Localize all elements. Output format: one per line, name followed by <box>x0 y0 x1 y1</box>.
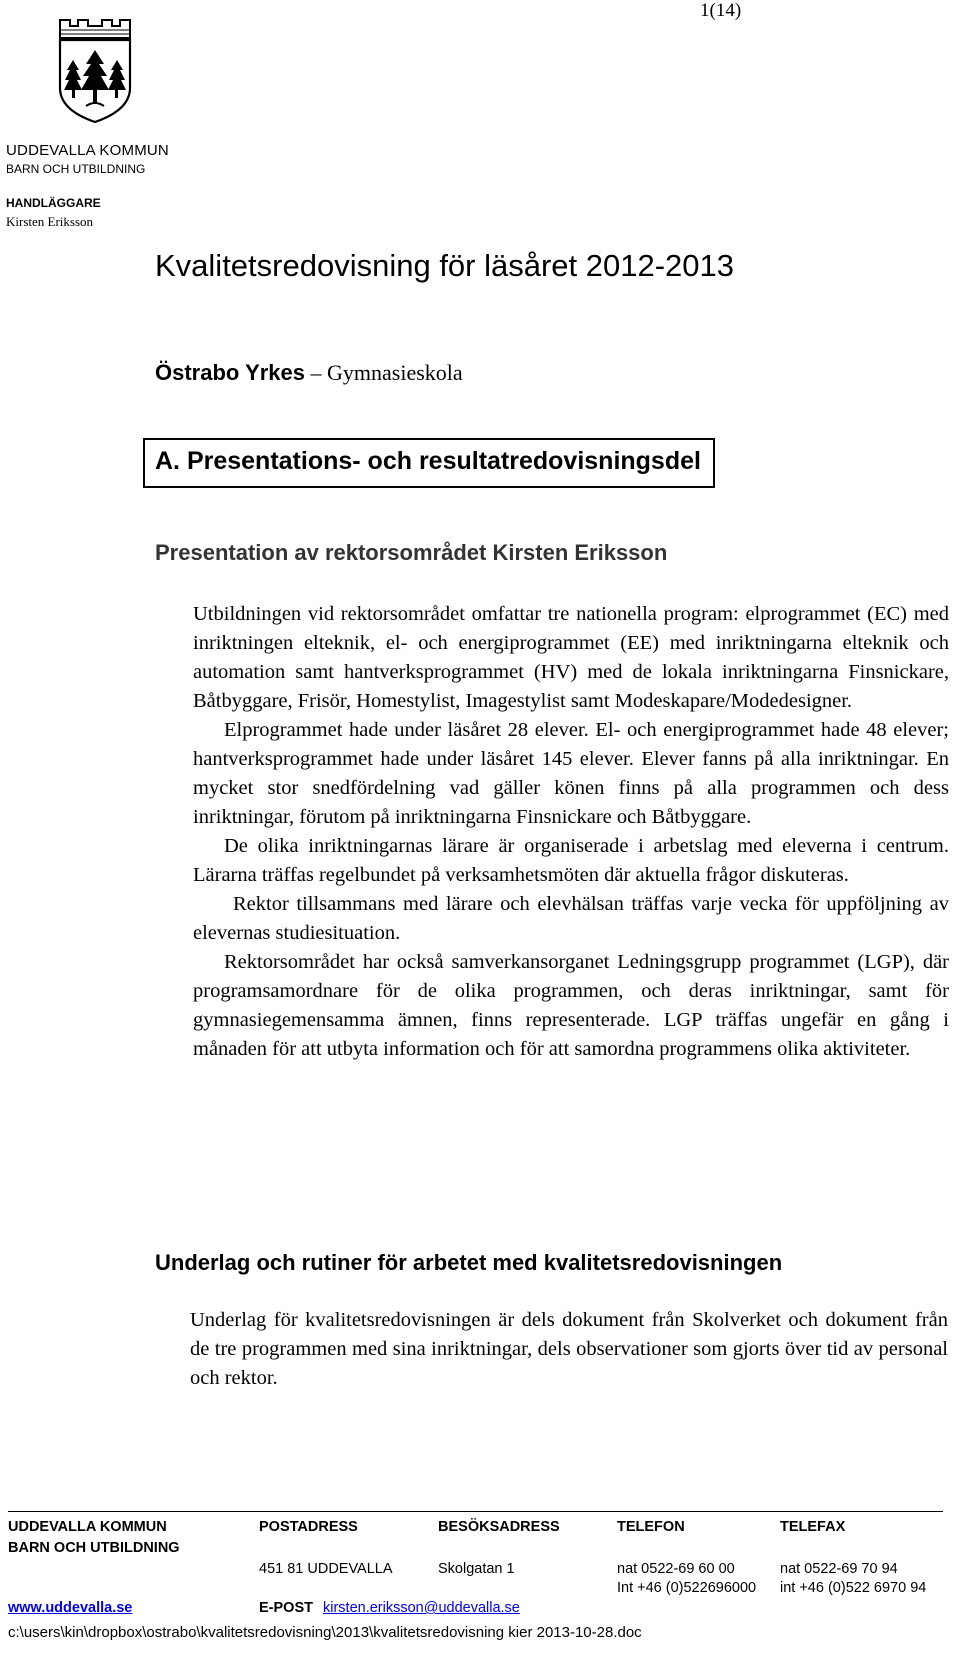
org-department: BARN OCH UTBILDNING <box>6 162 146 176</box>
footer-email-link[interactable]: kirsten.eriksson@uddevalla.se <box>323 1600 520 1616</box>
footer-besoksadress-value: Skolgatan 1 <box>438 1561 515 1577</box>
footer-telefon-nat: nat 0522-69 60 00 <box>617 1561 735 1577</box>
school-name: Östrabo Yrkes <box>155 360 306 385</box>
org-name: UDDEVALLA KOMMUN <box>6 142 169 159</box>
paragraph: Elprogrammet hade under läsåret 28 elever. El- och energiprogrammet hade 48 elever; hantverksprogrammet hade under läsåret 145 elever. Elever fanns på alla inriktningar. En mycket stor snedfördelning vad gäller könen finns på alla programmen och dess inriktningar, förutom på inriktningarna Finsnickare och Båtbyggare. <box>193 719 949 828</box>
handler-label: HANDLÄGGARE <box>6 196 101 210</box>
footer-postadress-value: 451 81 UDDEVALLA <box>259 1561 393 1577</box>
footer-telefax-label: TELEFAX <box>780 1519 846 1535</box>
school-type: Gymnasieskola <box>327 360 463 385</box>
footer-divider <box>8 1511 943 1512</box>
footer-telefon-int: Int +46 (0)522696000 <box>617 1580 757 1596</box>
footer-file-path: c:\users\kin\dropbox\ostrabo\kvalitetsredovisning\2013\kvalitetsredovisning kier 2013-10-28.doc <box>8 1624 642 1641</box>
presentation-body <box>193 600 949 1064</box>
paragraph: De olika inriktningarnas lärare är organiserade i arbetslag med eleverna i centrum. Lärarna träffas regelbundet på verksamhetsmöten där aktuella frågor diskuteras. <box>193 835 949 886</box>
school-line <box>155 360 463 386</box>
footer-website-link[interactable]: www.uddevalla.se <box>8 1600 133 1616</box>
footer-org-name: UDDEVALLA KOMMUN <box>8 1519 167 1535</box>
page-number: 1(14) <box>700 0 742 21</box>
footer-epost-label: E-POST <box>259 1600 313 1616</box>
paragraph: Utbildningen vid rektorsområdet omfattar tre nationella program: elprogrammet (EC) med inriktningen elteknik, el- och energiprogrammet (EE) med inriktningarna elteknik och automation samt hantverksprogrammet (HV) med de lokala inriktningarna Finsnickare, Båtbyggare, Frisör, Homestylist, Imagestylist samt Modeskapare/Modedesigner. <box>193 603 949 712</box>
footer-telefax-int: int +46 (0)522 6970 94 <box>780 1580 927 1596</box>
section-title: A. Presentations- och resultatredovisningsdel <box>155 447 701 475</box>
footer-telefon-label: TELEFON <box>617 1519 685 1535</box>
footer-telefax-nat: nat 0522-69 70 94 <box>780 1561 898 1577</box>
presentation-heading: Presentation av rektorsområdet Kirsten Eriksson <box>155 540 668 565</box>
footer-org-department: BARN OCH UTBILDNING <box>8 1540 180 1556</box>
footer-postadress-label: POSTADRESS <box>259 1519 358 1535</box>
underlag-heading: Underlag och rutiner för arbetet med kvalitetsredovisningen <box>155 1250 783 1275</box>
paragraph: Underlag för kvalitetsredovisningen är dels dokument från Skolverket och dokument från de tre programmen med sina inriktningar, dels observationer som gjorts över tid av personal och rektor. <box>190 1309 948 1389</box>
document-title: Kvalitetsredovisning för läsåret 2012-2013 <box>155 248 735 283</box>
coat-of-arms-icon <box>56 18 134 124</box>
paragraph: Rektor tillsammans med lärare och elevhälsan träffas varje vecka för uppföljning av elevernas studiesituation. <box>193 893 949 944</box>
school-separator: – <box>305 360 328 385</box>
paragraph: Rektorsområdet har också samverkansorganet Ledningsgrupp programmet (LGP), där programsamordnare för de olika programmen, och deras inriktningar, samt för gymnasiegemensamma ämnen, finns representerade. LGP träffas ungefär en gång i månaden för att utbyta information och för att samordna programmens olika aktiviteter. <box>193 951 949 1060</box>
footer-besoksadress-label: BESÖKSADRESS <box>438 1519 560 1535</box>
handler-name: Kirsten Eriksson <box>6 214 94 229</box>
underlag-body <box>190 1306 948 1393</box>
